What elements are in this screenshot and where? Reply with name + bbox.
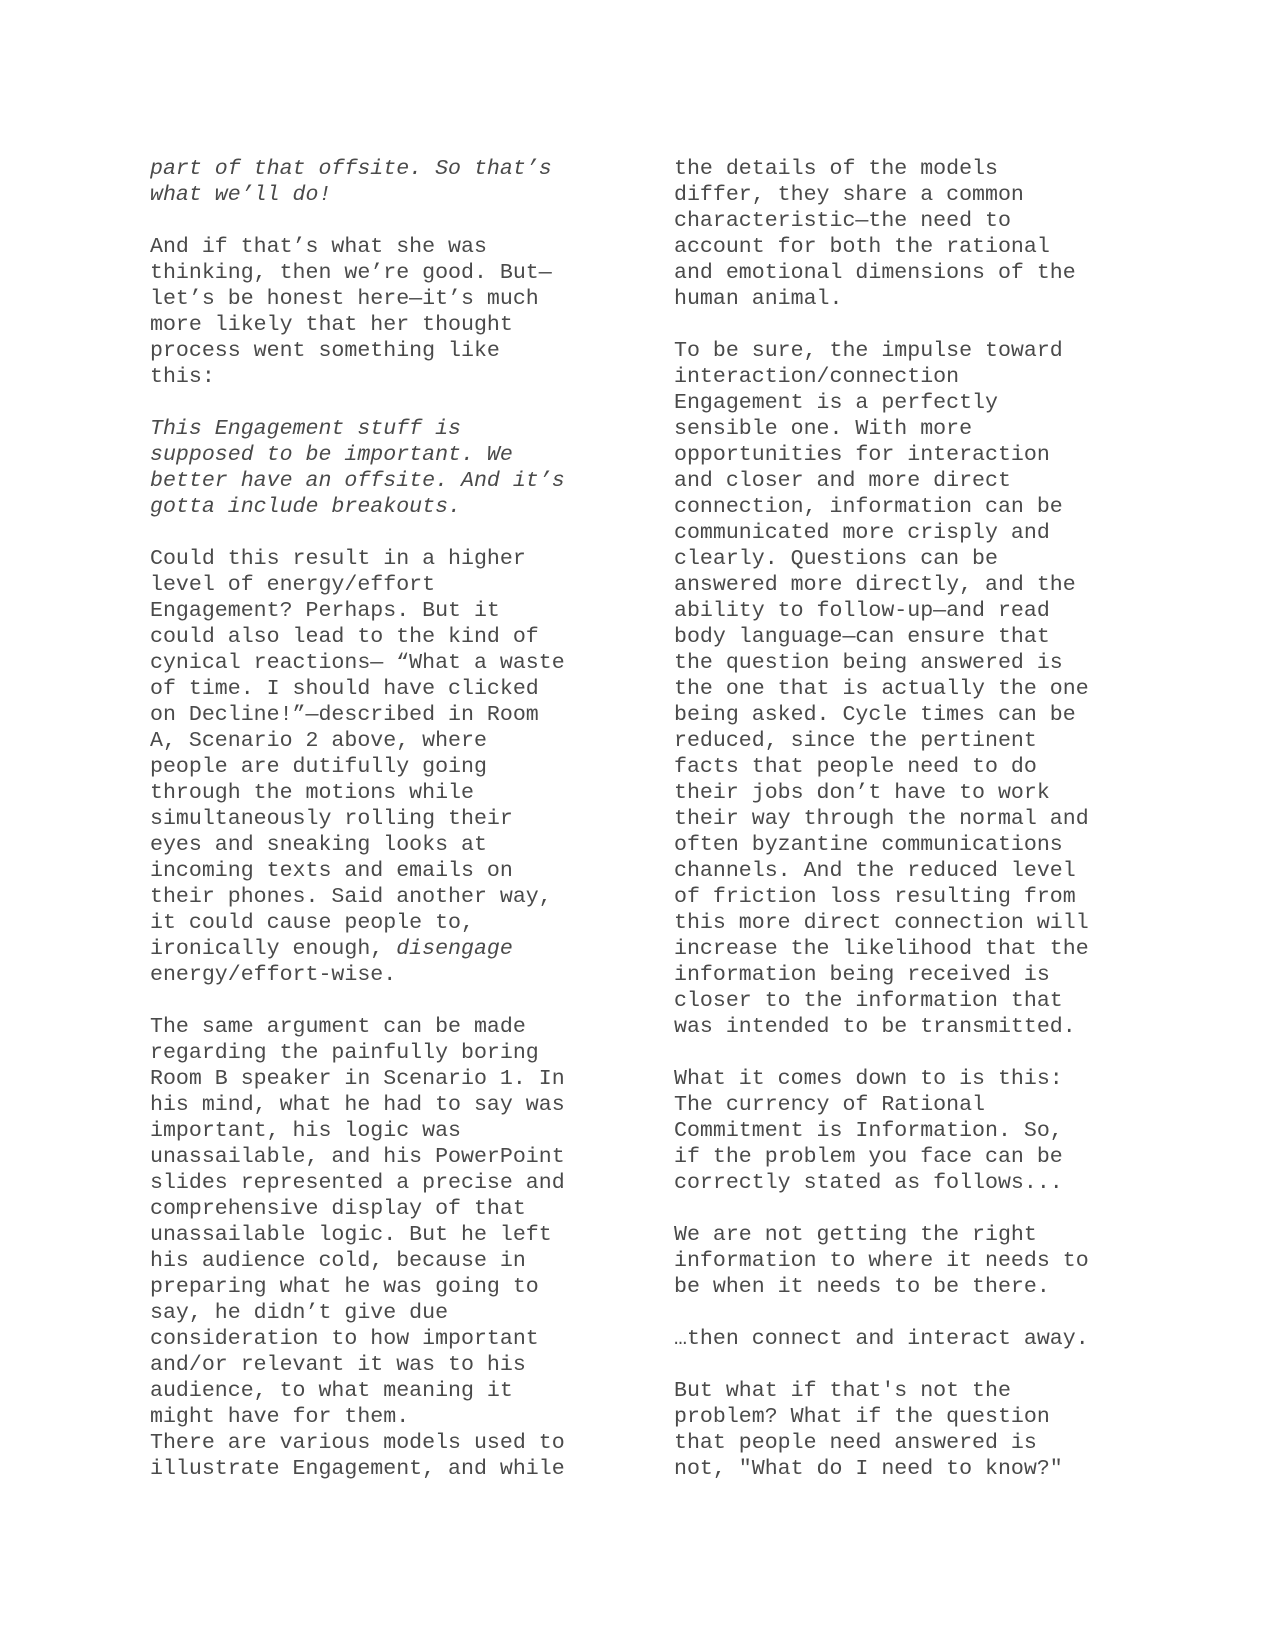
text-line: part of that offsite. So that’s: [150, 157, 552, 181]
text-line: the one that is actually the one: [674, 677, 1089, 701]
text-segment: ironically enough,: [150, 937, 397, 961]
paragraph-gap: [674, 1300, 1154, 1326]
text-line: say, he didn’t give due: [150, 1301, 449, 1325]
text-line: …then connect and interact away.: [674, 1327, 1089, 1351]
text-line: problem? What if the question: [674, 1405, 1050, 1429]
text-line: their phones. Said another way,: [150, 885, 552, 909]
text-line: that people need answered is: [674, 1431, 1037, 1455]
text-line: could also lead to the kind of: [150, 625, 539, 649]
text-line: illustrate Engagement, and while: [150, 1457, 565, 1481]
text-line: gotta include breakouts.: [150, 495, 462, 519]
text-line: unassailable logic. But he left: [150, 1223, 552, 1247]
text-line: and emotional dimensions of the: [674, 261, 1076, 285]
text-line: Engagement? Perhaps. But it: [150, 599, 500, 623]
italic-text-segment: disengage: [396, 937, 513, 961]
text-line: The same argument can be made: [150, 1015, 526, 1039]
text-line: this more direct connection will: [674, 911, 1089, 935]
text-line: increase the likelihood that the: [674, 937, 1089, 961]
text-line: To be sure, the impulse toward: [674, 339, 1063, 363]
text-line: preparing what he was going to: [150, 1275, 539, 1299]
text-line: audience, to what meaning it: [150, 1379, 513, 1403]
text-line: Could this result in a higher: [150, 547, 526, 571]
text-line: Commitment is Information. So,: [674, 1119, 1063, 1143]
text-line: incoming texts and emails on: [150, 859, 513, 883]
text-line: ability to follow-up—and read: [674, 599, 1050, 623]
paragraph-gap: [674, 1352, 1154, 1378]
text-line: his audience cold, because in: [150, 1249, 526, 1273]
text-line: was intended to be transmitted.: [674, 1015, 1076, 1039]
text-line: be when it needs to be there.: [674, 1275, 1050, 1299]
text-line: of friction loss resulting from: [674, 885, 1076, 909]
text-line: more likely that her thought: [150, 313, 513, 337]
text-line: what we’ll do!: [150, 183, 332, 207]
text-line: The currency of Rational: [674, 1093, 986, 1117]
text-line: differ, they share a common: [674, 183, 1024, 207]
text-line: channels. And the reduced level: [674, 859, 1076, 883]
text-line: What it comes down to is this:: [674, 1067, 1063, 1091]
text-line: regarding the painfully boring: [150, 1041, 539, 1065]
text-line: consideration to how important: [150, 1327, 539, 1351]
text-line: let’s be honest here—it’s much: [150, 287, 539, 311]
text-line: correctly stated as follows...: [674, 1171, 1063, 1195]
text-line: often byzantine communications: [674, 833, 1063, 857]
paragraph-gap: [150, 208, 620, 234]
text-line: simultaneously rolling their: [150, 807, 513, 831]
text-line: body language—can ensure that: [674, 625, 1050, 649]
text-line: the details of the models: [674, 157, 998, 181]
paragraph-gap: [150, 520, 620, 546]
text-line: There are various models used to: [150, 1431, 565, 1455]
right-column: [674, 156, 1154, 1482]
text-line: if the problem you face can be: [674, 1145, 1063, 1169]
text-line: A, Scenario 2 above, where: [150, 729, 487, 753]
text-line: unassailable, and his PowerPoint: [150, 1145, 565, 1169]
text-line: thinking, then we’re good. But—: [150, 261, 552, 285]
text-line: answered more directly, and the: [674, 573, 1076, 597]
text-line: process went something like: [150, 339, 500, 363]
text-line: information being received is: [674, 963, 1050, 987]
text-line: level of energy/effort: [150, 573, 436, 597]
text-line: clearly. Questions can be: [674, 547, 998, 571]
text-line: and/or relevant it was to his: [150, 1353, 526, 1377]
text-line: account for both the rational: [674, 235, 1050, 259]
text-line: it could cause people to,: [150, 911, 474, 935]
text-line: reduced, since the pertinent: [674, 729, 1037, 753]
paragraph-gap: [674, 312, 1154, 338]
text-line: not, "What do I need to know?": [674, 1457, 1063, 1481]
text-line: interaction/connection: [674, 365, 960, 389]
text-line: supposed to be important. We: [150, 443, 513, 467]
text-line: slides represented a precise and: [150, 1171, 565, 1195]
text-line: on Decline!”—described in Room: [150, 703, 539, 727]
text-line: their way through the normal and: [674, 807, 1089, 831]
paragraph-gap: [150, 390, 620, 416]
text-line: and closer and more direct: [674, 469, 1011, 493]
text-line: their jobs don’t have to work: [674, 781, 1050, 805]
text-line: sensible one. With more: [674, 417, 973, 441]
text-line: And if that’s what she was: [150, 235, 487, 259]
text-line: Engagement is a perfectly: [674, 391, 998, 415]
text-line: Room B speaker in Scenario 1. In: [150, 1067, 565, 1091]
text-line: might have for them.: [150, 1405, 410, 1429]
left-column: [150, 156, 620, 1482]
text-line: closer to the information that: [674, 989, 1063, 1013]
text-line: information to where it needs to: [674, 1249, 1089, 1273]
paragraph-gap: [674, 1196, 1154, 1222]
paragraph-gap: [150, 988, 620, 1014]
text-line: better have an offsite. And it’s: [150, 469, 565, 493]
text-line: We are not getting the right: [674, 1223, 1037, 1247]
text-line: human animal.: [674, 287, 843, 311]
text-line: opportunities for interaction: [674, 443, 1050, 467]
text-line: this:: [150, 365, 215, 389]
text-line: his mind, what he had to say was: [150, 1093, 565, 1117]
text-line: [150, 936, 620, 962]
text-line: of time. I should have clicked: [150, 677, 539, 701]
text-line: being asked. Cycle times can be: [674, 703, 1076, 727]
text-line: the question being answered is: [674, 651, 1063, 675]
text-line: characteristic—the need to: [674, 209, 1011, 233]
text-line: But what if that's not the: [674, 1379, 1011, 1403]
text-line: important, his logic was: [150, 1119, 462, 1143]
text-line: facts that people need to do: [674, 755, 1037, 779]
text-line: energy/effort-wise.: [150, 963, 397, 987]
text-line: through the motions while: [150, 781, 474, 805]
text-line: comprehensive display of that: [150, 1197, 526, 1221]
text-line: This Engagement stuff is: [150, 417, 462, 441]
text-line: eyes and sneaking looks at: [150, 833, 487, 857]
text-line: cynical reactions— “What a waste: [150, 651, 565, 675]
text-line: communicated more crisply and: [674, 521, 1050, 545]
paragraph-gap: [674, 1040, 1154, 1066]
text-line: people are dutifully going: [150, 755, 487, 779]
text-line: connection, information can be: [674, 495, 1063, 519]
